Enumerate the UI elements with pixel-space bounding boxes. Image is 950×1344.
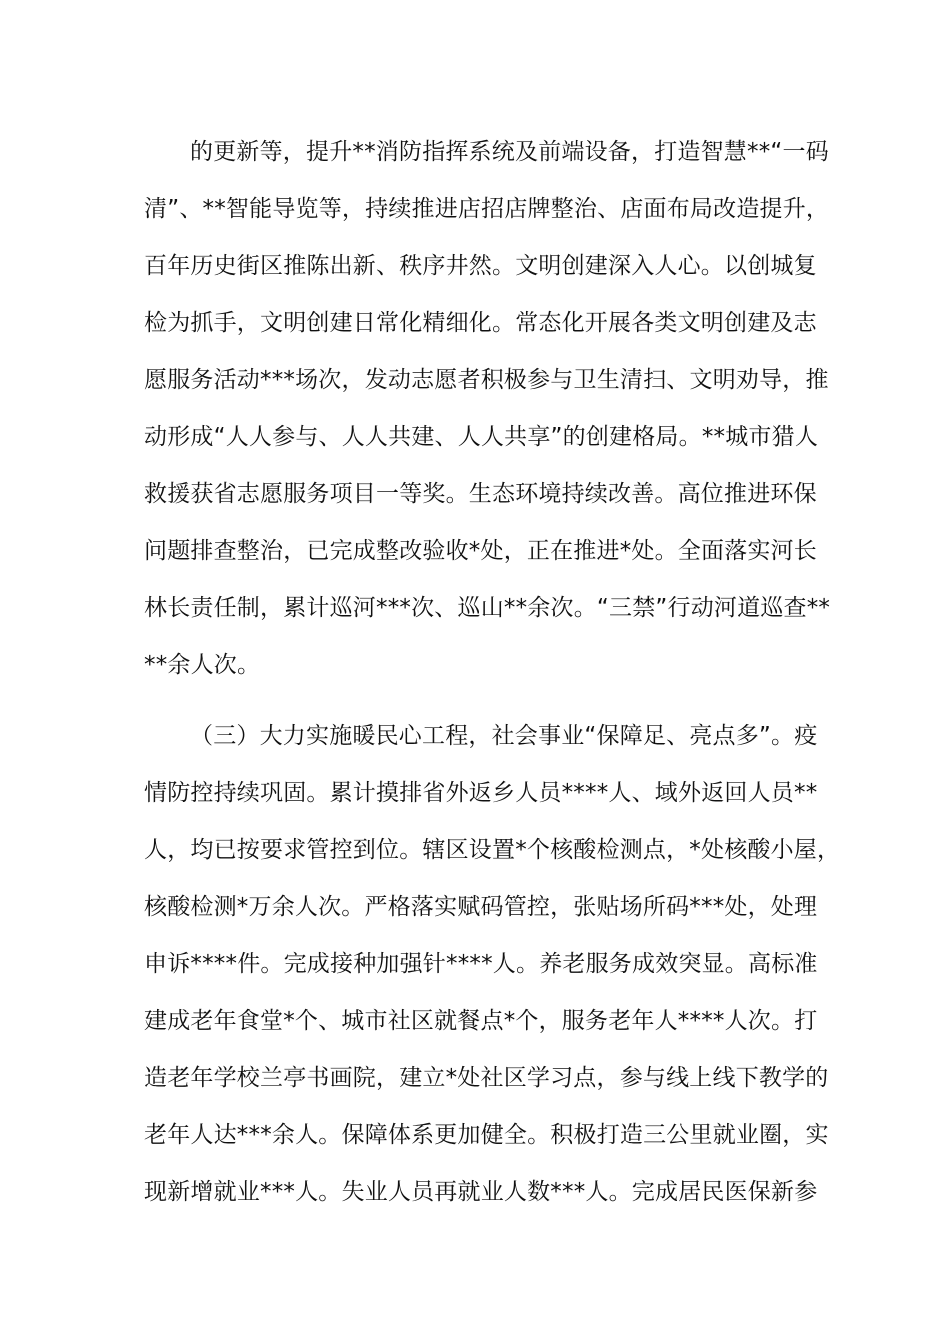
text-line: 动形成“人人参与、人人共建、人人共享”的创建格局。**城市猎人 bbox=[144, 424, 819, 450]
text-line: 愿服务活动***场次，发动志愿者积极参与卫生清扫、文明劝导，推 bbox=[144, 367, 829, 393]
text-line: 问题排查整治，已完成整改验收*处，正在推进*处。全面落实河长 bbox=[144, 538, 817, 564]
text-line: 情防控持续巩固。累计摸排省外返乡人员****人、域外返回人员** bbox=[144, 780, 818, 806]
text-line: 造老年学校兰亭书画院，建立*处社区学习点，参与线上线下教学的 bbox=[144, 1065, 829, 1091]
text-line: 百年历史街区推陈出新、秩序井然。文明创建深入人心。以创城复 bbox=[144, 253, 817, 279]
text-line: （三）大力实施暖民心工程，社会事业“保障足、亮点多”。疫 bbox=[190, 723, 818, 749]
text-line: 检为抓手，文明创建日常化精细化。常态化开展各类文明创建及志 bbox=[144, 310, 817, 336]
text-line: 的更新等，提升**消防指挥系统及前端设备，打造智慧**“一码 bbox=[190, 139, 829, 165]
text-line: **余人次。 bbox=[144, 652, 261, 678]
text-line: 清”、**智能导览等，持续推进店招店牌整治、店面布局改造提升， bbox=[144, 196, 830, 222]
text-line: 现新增就业***人。失业人员再就业人数***人。完成居民医保新参 bbox=[144, 1179, 818, 1205]
text-line: 人，均已按要求管控到位。辖区设置*个核酸检测点，*处核酸小屋， bbox=[144, 837, 841, 863]
text-line: 老年人达***余人。保障体系更加健全。积极打造三公里就业圈，实 bbox=[144, 1122, 829, 1148]
text-line: 林长责任制，累计巡河***次、巡山**余次。“三禁”行动河道巡查** bbox=[144, 595, 831, 621]
text-line: 建成老年食堂*个、城市社区就餐点*个，服务老年人****人次。打 bbox=[144, 1008, 818, 1034]
text-line: 救援获省志愿服务项目一等奖。生态环境持续改善。高位推进环保 bbox=[144, 481, 817, 507]
text-line: 申诉****件。完成接种加强针****人。养老服务成效突显。高标准 bbox=[144, 951, 818, 977]
text-line: 核酸检测*万余人次。严格落实赋码管控，张贴场所码***处，处理 bbox=[144, 894, 818, 920]
